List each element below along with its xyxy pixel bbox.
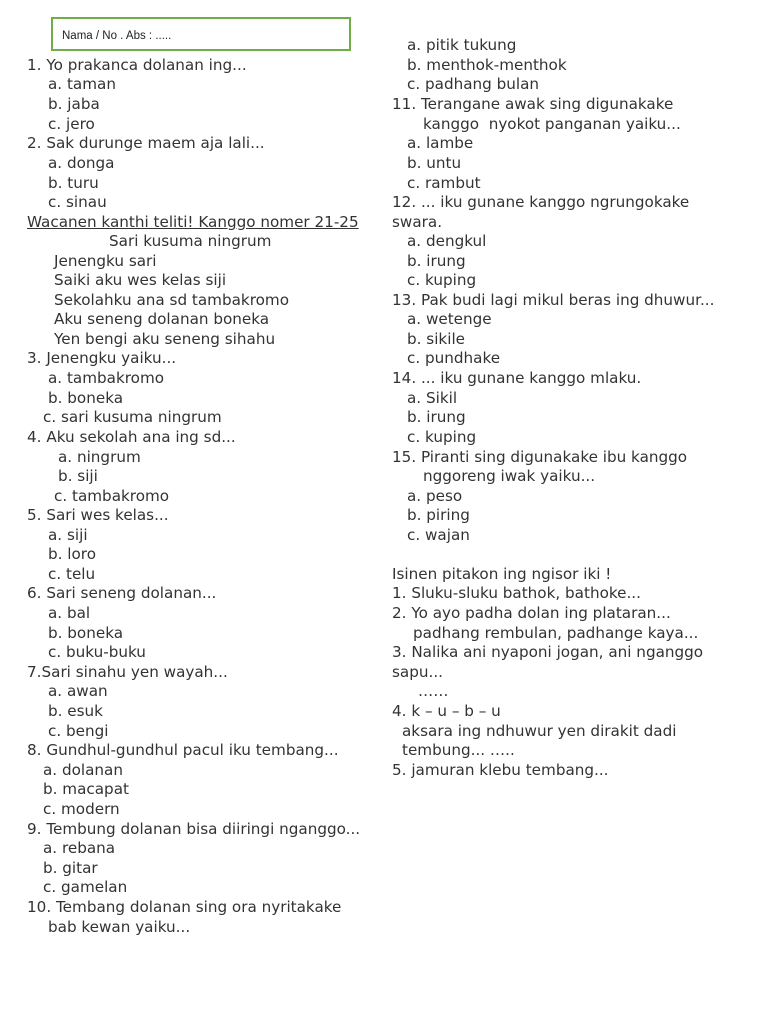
right-text-line: a. dengkul: [407, 232, 487, 250]
right-text-line: c. kuping: [407, 428, 477, 446]
left-text-line: c. sinau: [48, 193, 107, 211]
left-text-line: b. boneka: [48, 389, 124, 407]
left-text-line: 3. Jenengku yaiku...: [27, 349, 177, 367]
left-text-line: c. jero: [48, 115, 95, 133]
left-text-line: b. gitar: [43, 859, 98, 877]
left-text-line: 5. Sari wes kelas...: [27, 506, 169, 524]
right-text-line: a. wetenge: [407, 310, 492, 328]
right-text-line: swara.: [392, 213, 443, 231]
right-text-line: b. sikile: [407, 330, 466, 348]
right-text-line: b. irung: [407, 408, 466, 426]
right-text-line: c. kuping: [407, 271, 477, 289]
right-text-line: c. pundhake: [407, 349, 501, 367]
right-text-line: 14. ... iku gunane kanggo mlaku.: [392, 369, 642, 387]
right-text-line: b. menthok-menthok: [407, 56, 567, 74]
left-text-line: c. bengi: [48, 722, 109, 740]
left-text-line: a. ningrum: [58, 448, 141, 466]
right-text-line: a. pitik tukung: [407, 36, 517, 54]
right-text-line: 3. Nalika ani nyaponi jogan, ani nganggo: [392, 643, 704, 661]
right-text-line: 5. jamuran klebu tembang...: [392, 761, 609, 779]
left-text-line: a. awan: [48, 682, 108, 700]
right-text-line: ……: [418, 682, 449, 700]
right-text-line: sapu...: [392, 663, 443, 681]
left-text-line: 10. Tembang dolanan sing ora nyritakake: [27, 898, 342, 916]
right-text-line: 13. Pak budi lagi mikul beras ing dhuwur...: [392, 291, 715, 309]
right-text-line: c. rambut: [407, 174, 481, 192]
right-text-line: 4. k – u – b – u: [392, 702, 501, 720]
left-text-line: c. sari kusuma ningrum: [43, 408, 222, 426]
right-text-line: 1. Sluku-sluku bathok, bathoke...: [392, 584, 641, 602]
left-text-line: b. macapat: [43, 780, 129, 798]
left-text-line: a. bal: [48, 604, 91, 622]
right-text-line: b. irung: [407, 252, 466, 270]
left-text-line: a. dolanan: [43, 761, 123, 779]
left-text-line: 4. Aku sekolah ana ing sd...: [27, 428, 236, 446]
left-text-line: a. donga: [48, 154, 115, 172]
right-text-line: 12. ... iku gunane kanggo ngrungokake: [392, 193, 690, 211]
right-text-line: a. lambe: [407, 134, 474, 152]
right-text-line: 11. Terangane awak sing digunakake: [392, 95, 674, 113]
left-text-line: b. esuk: [48, 702, 103, 720]
right-text-line: b. untu: [407, 154, 462, 172]
left-text-line: 2. Sak durunge maem aja lali...: [27, 134, 265, 152]
right-text-line: a. peso: [407, 487, 463, 505]
left-text-line: 7.Sari sinahu yen wayah...: [27, 663, 228, 681]
left-text-line: Yen bengi aku seneng sihahu: [54, 330, 276, 348]
right-text-line: nggoreng iwak yaiku...: [423, 467, 596, 485]
left-text-line: b. jaba: [48, 95, 100, 113]
left-text-line: a. rebana: [43, 839, 116, 857]
left-text-line: 9. Tembung dolanan bisa diiringi nganggo...: [27, 820, 361, 838]
left-text-line: Aku seneng dolanan boneka: [54, 310, 270, 328]
left-text-line: b. loro: [48, 545, 97, 563]
right-text-line: a. Sikil: [407, 389, 458, 407]
right-text-line: c. wajan: [407, 526, 470, 544]
right-text-line: 15. Piranti sing digunakake ibu kanggo: [392, 448, 688, 466]
right-text-line: kanggo nyokot panganan yaiku...: [423, 115, 681, 133]
left-text-line: a. tambakromo: [48, 369, 165, 387]
left-text-line: Saiki aku wes kelas siji: [54, 271, 227, 289]
left-text-line: c. gamelan: [43, 878, 128, 896]
left-text-line: b. turu: [48, 174, 99, 192]
left-text-line: c. buku-buku: [48, 643, 146, 661]
left-text-line: 6. Sari seneng dolanan...: [27, 584, 217, 602]
left-text-line: c. tambakromo: [54, 487, 170, 505]
left-text-line: Sekolahku ana sd tambakromo: [54, 291, 289, 309]
right-text-line: aksara ing ndhuwur yen dirakit dadi: [402, 722, 677, 740]
right-text-line: tembung... …..: [402, 741, 515, 759]
left-text-line: Wacanen kanthi teliti! Kanggo nomer 21-25: [27, 213, 359, 231]
right-text-line: padhang rembulan, padhange kaya...: [413, 624, 699, 642]
left-text-line: 1. Yo prakanca dolanan ing...: [27, 56, 247, 74]
name-field-label: Nama / No . Abs : .....: [62, 30, 172, 42]
left-text-line: bab kewan yaiku...: [48, 918, 191, 936]
name-field-box[interactable]: [51, 17, 351, 51]
left-text-line: b. siji: [58, 467, 98, 485]
right-text-line: c. padhang bulan: [407, 75, 540, 93]
left-text-line: a. siji: [48, 526, 88, 544]
left-text-line: Sari kusuma ningrum: [109, 232, 272, 250]
left-text-line: Jenengku sari: [54, 252, 157, 270]
left-text-line: b. boneka: [48, 624, 124, 642]
left-text-line: c. telu: [48, 565, 96, 583]
right-text-line: b. piring: [407, 506, 470, 524]
right-text-line: Isinen pitakon ing ngisor iki !: [392, 565, 612, 583]
left-text-line: a. taman: [48, 75, 116, 93]
left-text-line: c. modern: [43, 800, 120, 818]
right-text-line: 2. Yo ayo padha dolan ing plataran...: [392, 604, 671, 622]
left-text-line: 8. Gundhul-gundhul pacul iku tembang...: [27, 741, 339, 759]
